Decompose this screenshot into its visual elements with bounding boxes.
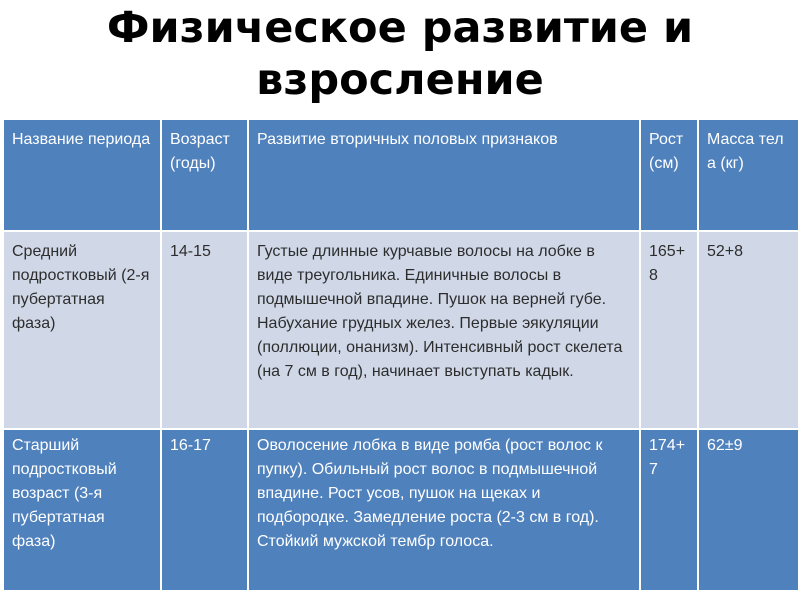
cell-traits: Густые длинные курчавые волосы на лобке в виде треугольника. Единичные волосы в подмышечной впадине. Пушок на верней губе. Набухание грудных желез. Первые эякуляции (поллюции, онанизм). Интенсивный рост скелета (на 7 см в год), начинает выступать кадык.	[248, 231, 640, 429]
cell-period: Средний подростковый (2-я пубертатная фаза)	[3, 231, 161, 429]
cell-traits: Оволосение лобка в виде ромба (рост волос к пупку). Обильный рост волос в подмышечной впадине. Рост усов, пушок на щеках и подбородке. Замедление роста (2-3 см в год). Стойкий мужской тембр голоса.	[248, 429, 640, 591]
table-header	[3, 119, 799, 231]
table-row	[3, 231, 799, 429]
table-row	[3, 429, 799, 591]
cell-age: 14-15	[161, 231, 248, 429]
cell-mass: 52+8	[698, 231, 799, 429]
cell-height: 174+7	[640, 429, 698, 591]
slide-title-line-1: Физическое развитие и	[106, 3, 694, 53]
cell-height: 165+8	[640, 231, 698, 429]
header-age: Возраст (годы)	[161, 119, 248, 231]
development-table	[2, 118, 800, 592]
slide-title-line-2: взросление	[256, 55, 544, 105]
slide-title	[0, 2, 800, 106]
header-row	[3, 119, 799, 231]
header-traits: Развитие вторичных половых признаков	[248, 119, 640, 231]
header-height: Рост (см)	[640, 119, 698, 231]
cell-age: 16-17	[161, 429, 248, 591]
header-period: Название периода	[3, 119, 161, 231]
header-mass: Масса тела (кг)	[698, 119, 799, 231]
cell-period: Старший подростковый возраст (3-я пубертатная фаза)	[3, 429, 161, 591]
cell-mass: 62±9	[698, 429, 799, 591]
